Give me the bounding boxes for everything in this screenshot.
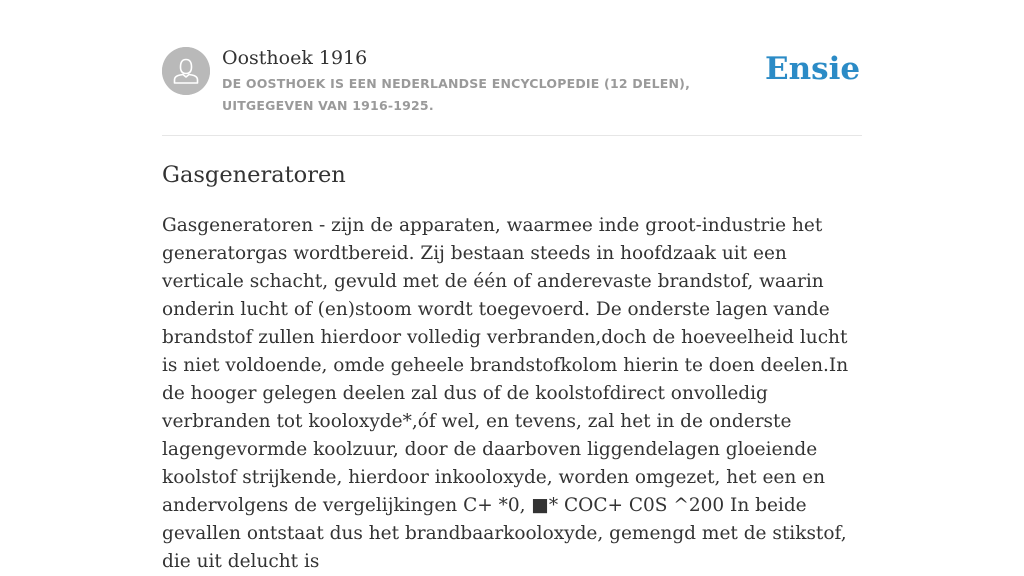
source-description: DE OOSTHOEK IS EEN NEDERLANDSE ENCYCLOPEDIE (12 DELEN), UITGEGEVEN VAN 1916-1925. <box>222 76 691 113</box>
entry-body: Gasgeneratoren - zijn de apparaten, waarmee inde groot-industrie het generatorgas wordtbereid. Zij bestaan steeds in hoofdzaak uit een verticale schacht, gevuld met de één of anderevaste brandstof, waarin onderin lucht of (en)stoom wordt toegevoerd. De onderste lagen vande brandstof zullen hierdoor volledig verbranden,doch de hoeveelheid lucht is niet voldoende, omde geheele brandstofkolom hierin te doen deelen.In de hooger gelegen deelen zal dus of de koolstofdirect onvolledig verbranden tot kooloxyde*,óf wel, en tevens, zal het in de onderste lagengevormde koolzuur, door de daarboven liggendelagen gloeiende koolstof strijkende, hierdoor inkooloxyde, worden omgezet, het een en andervolgens de vergelijkingen C+ *0, ■* COC+ C0S ^200 In beide gevallen ontstaat dus het brandbaarkooloxyde, gemengd met de stikstof, die uit delucht is <box>162 215 849 572</box>
source-title[interactable]: Oosthoek 1916 <box>222 47 368 69</box>
header-divider <box>162 135 862 136</box>
ensie-logo[interactable]: Ensie <box>765 51 861 87</box>
user-avatar-icon <box>162 47 210 95</box>
source-header <box>162 46 862 116</box>
entry-title: Gasgeneratoren <box>162 162 346 188</box>
